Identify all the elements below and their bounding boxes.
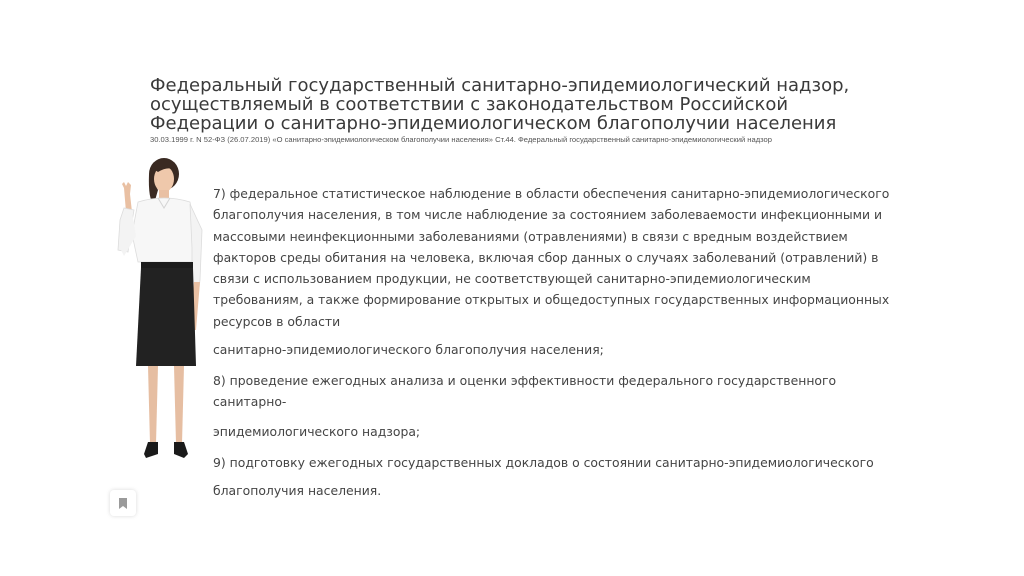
paragraph-9: 9) подготовку ежегодных государственных докладов о состоянии санитарно-эпидемиологического	[213, 455, 874, 471]
source-citation: 30.03.1999 г. N 52-ФЗ (26.07.2019) «О санитарно-эпидемиологическом благополучии населения» Ст.44. Федеральный государственный санитарно-эпидемиологический надзор	[150, 135, 772, 144]
bookmark-icon	[119, 498, 127, 509]
page-title: Федеральный государственный санитарно-эпидемиологический надзор, осуществляемый в соответствии с законодательством Российской Федерации о санитарно-эпидемиологическом благополучии населения	[150, 75, 850, 134]
paragraph-8-tail: эпидемиологического надзора;	[213, 424, 421, 440]
paragraph-7-tail: санитарно-эпидемиологического благополучия населения;	[213, 342, 604, 358]
main-text	[213, 183, 903, 501]
bookmark-button[interactable]	[110, 490, 136, 516]
paragraph-7: 7) федеральное статистическое наблюдение в области обеспечения санитарно-эпидемиологического благополучия населения, в том числе наблюдение за состоянием заболеваемости инфекционными и массовыми неинфекционными заболеваниями (отравлениями) в связи с вредным воздействием факторов среды обитания на человека, включая сбор данных о случаях заболеваний (отравлений) в связи с использованием продукции, не соответствующей санитарно-эпидемиологическим требованиям, а также формирование открытых и общедоступных государственных информационных ресурсов в области	[213, 186, 890, 329]
paragraph-8: 8) проведение ежегодных анализа и оценки эффективности федерального государственного санитарно-	[213, 373, 837, 410]
presenter-woman-illustration	[108, 152, 208, 470]
paragraph-9-tail: благополучия населения.	[213, 483, 382, 499]
